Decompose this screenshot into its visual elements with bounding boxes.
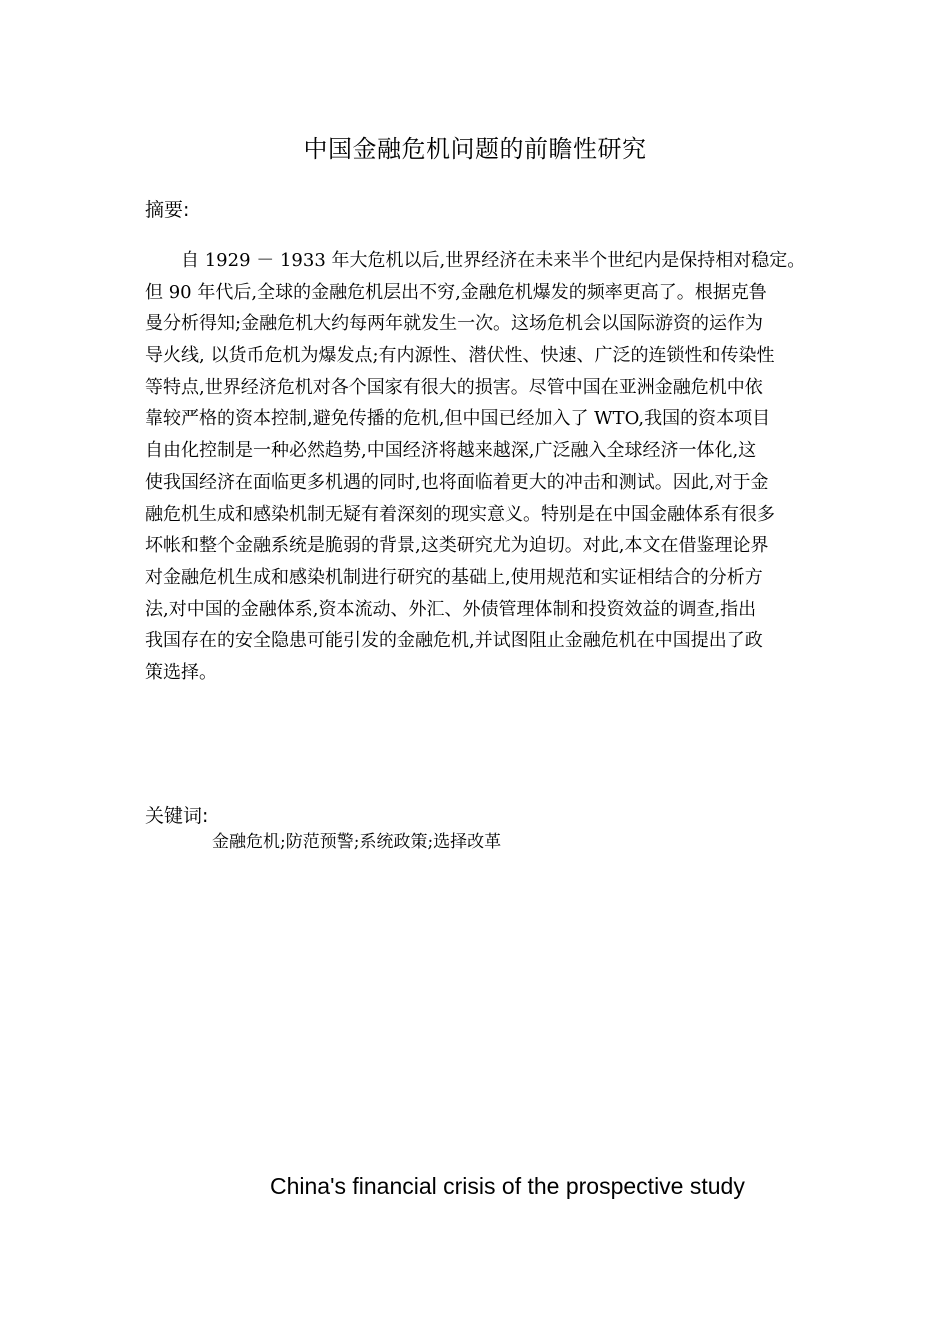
english-title: China's financial crisis of the prospective study [270,1173,745,1199]
abstract-line: 我国存在的安全隐患可能引发的金融危机,并试图阻止金融危机在中国提出了政 [145,630,763,652]
abstract-line: 曼分析得知;金融危机大约每两年就发生一次。这场危机会以国际游资的运作为 [145,313,764,335]
keywords-label: 关键词: [145,805,209,827]
keywords-list: 金融危机;防范预警;系统政策;选择改革 [212,832,502,852]
abstract-label: 摘要: [145,199,190,221]
abstract-line: 对金融危机生成和感染机制进行研究的基础上,使用规范和实证相结合的分析方 [145,566,763,588]
abstract-line: 自 1929 － 1933 年大危机以后,世界经济在未来半个世纪内是保持相对稳定。 [181,250,806,271]
abstract-line: 靠较严格的资本控制,避免传播的危机,但中国已经加入了 WTO,我国的资本项目 [145,408,771,430]
abstract-line: 坏帐和整个金融系统是脆弱的背景,这类研究尤为迫切。对此,本文在借鉴理论界 [145,535,769,557]
abstract-body [145,245,810,689]
abstract-line: 导火线, 以货币危机为爆发点;有内源性、潜伏性、快速、广泛的连锁性和传染性 [145,345,775,367]
abstract-line: 法,对中国的金融体系,资本流动、外汇、外债管理体制和投资效益的调查,指出 [145,598,757,620]
abstract-line: 自由化控制是一种必然趋势,中国经济将越来越深,广泛融入全球经济一体化,这 [145,440,757,462]
abstract-line: 策选择。 [145,661,217,683]
abstract-line: 使我国经济在面临更多机遇的同时,也将面临着更大的冲击和测试。因此,对于金 [145,471,769,493]
abstract-line: 融危机生成和感染机制无疑有着深刻的现实意义。特别是在中国金融体系有很多 [145,503,775,525]
abstract-line: 等特点,世界经济危机对各个国家有很大的损害。尽管中国在亚洲金融危机中依 [145,376,763,398]
abstract-line: 但 90 年代后,全球的金融危机层出不穷,金融危机爆发的频率更高了。根据克鲁 [145,281,767,303]
page-title: 中国金融危机问题的前瞻性研究 [303,135,647,163]
